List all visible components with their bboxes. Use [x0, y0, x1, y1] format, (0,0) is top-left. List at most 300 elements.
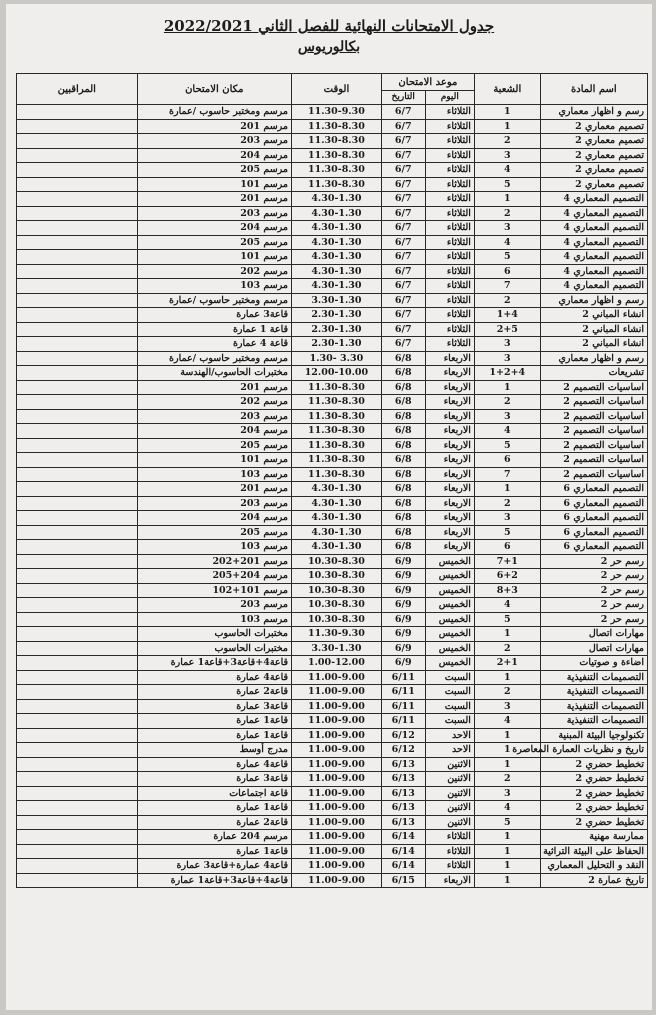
table-row: [17, 583, 648, 598]
table-row: [17, 351, 648, 366]
proctors-cell: [17, 279, 138, 294]
time-cell: 4.30-1.30: [292, 496, 382, 511]
location-cell: مرسم 101+102: [137, 583, 291, 598]
date-cell: 6/7: [381, 264, 425, 279]
subject-cell: رسم حر 2: [540, 598, 647, 613]
table-row: [17, 801, 648, 816]
time-cell: 11.30-8.30: [292, 380, 382, 395]
proctors-cell: [17, 670, 138, 685]
date-cell: 6/9: [381, 627, 425, 642]
proctors-cell: [17, 815, 138, 830]
proctors-cell: [17, 177, 138, 192]
section-cell: 1: [474, 830, 540, 845]
location-cell: مرسم 201: [137, 119, 291, 134]
table-row: [17, 395, 648, 410]
day-cell: الخميس: [425, 598, 474, 613]
subject-cell: التصميمات التنفيذية: [540, 670, 647, 685]
section-cell: 3: [474, 351, 540, 366]
date-cell: 6/12: [381, 743, 425, 758]
date-cell: 6/13: [381, 757, 425, 772]
location-cell: مرسم 202: [137, 264, 291, 279]
table-row: [17, 264, 648, 279]
day-cell: الثلاثاء: [425, 119, 474, 134]
subject-cell: اساسيات التصميم 2: [540, 424, 647, 439]
location-cell: مرسم 203: [137, 409, 291, 424]
date-cell: 6/14: [381, 844, 425, 859]
time-cell: 11.00-9.00: [292, 757, 382, 772]
section-cell: 3: [474, 786, 540, 801]
section-cell: 1: [474, 757, 540, 772]
table-row: [17, 540, 648, 555]
date-cell: 6/8: [381, 424, 425, 439]
date-cell: 6/8: [381, 395, 425, 410]
date-cell: 6/8: [381, 482, 425, 497]
proctors-cell: [17, 569, 138, 584]
day-cell: الاربعاء: [425, 873, 474, 888]
section-cell: 1+2+4: [474, 366, 540, 381]
time-cell: 4.30-1.30: [292, 221, 382, 236]
time-cell: 11.00-9.00: [292, 685, 382, 700]
day-cell: الخميس: [425, 583, 474, 598]
section-cell: 3: [474, 148, 540, 163]
date-cell: 6/15: [381, 873, 425, 888]
subject-cell: تصميم معماري 2: [540, 148, 647, 163]
section-cell: 2: [474, 206, 540, 221]
section-cell: 5: [474, 525, 540, 540]
table-row: [17, 163, 648, 178]
subject-cell: تاريخ و نظريات العمارة المعاصرة: [540, 743, 647, 758]
subject-cell: تصميم معماري 2: [540, 119, 647, 134]
location-cell: مرسم 101: [137, 250, 291, 265]
location-cell: مرسم 204: [137, 221, 291, 236]
header-day: اليوم: [425, 91, 474, 105]
date-cell: 6/12: [381, 728, 425, 743]
section-cell: 2: [474, 641, 540, 656]
table-row: [17, 453, 648, 468]
date-cell: 6/7: [381, 163, 425, 178]
proctors-cell: [17, 467, 138, 482]
location-cell: مرسم 203: [137, 134, 291, 149]
day-cell: الثلاثاء: [425, 177, 474, 192]
date-cell: 6/8: [381, 366, 425, 381]
date-cell: 6/14: [381, 830, 425, 845]
time-cell: 3.30-1.30: [292, 641, 382, 656]
time-cell: 12.00-10.00: [292, 366, 382, 381]
page-title: جدول الامتحانات النهائية للفصل الثاني 2022/2021: [163, 17, 495, 35]
date-cell: 6/9: [381, 569, 425, 584]
location-cell: قاعة 4 عمارة: [137, 337, 291, 352]
header-location: مكان الامتحان: [137, 74, 291, 105]
day-cell: الاربعاء: [425, 395, 474, 410]
proctors-cell: [17, 380, 138, 395]
page-subtitle: بكالوريوس: [297, 39, 361, 55]
day-cell: الثلاثاء: [425, 134, 474, 149]
table-row: [17, 424, 648, 439]
table-row: [17, 467, 648, 482]
location-cell: مرسم 204: [137, 424, 291, 439]
table-row: [17, 235, 648, 250]
day-cell: السبت: [425, 670, 474, 685]
location-cell: قاعة4 عمارة+قاعة3 عمارة: [137, 859, 291, 874]
date-cell: 6/8: [381, 380, 425, 395]
location-cell: مرسم 201: [137, 380, 291, 395]
table-row: [17, 569, 648, 584]
day-cell: الثلاثاء: [425, 148, 474, 163]
table-row: [17, 482, 648, 497]
section-cell: 7: [474, 467, 540, 482]
subject-cell: تخطيط حضري 2: [540, 786, 647, 801]
time-cell: 4.30-1.30: [292, 482, 382, 497]
section-cell: 7+1: [474, 554, 540, 569]
date-cell: 6/8: [381, 351, 425, 366]
date-cell: 6/8: [381, 540, 425, 555]
time-cell: 10.30-8.30: [292, 612, 382, 627]
location-cell: قاعة 1 عمارة: [137, 322, 291, 337]
day-cell: الثلاثاء: [425, 859, 474, 874]
day-cell: الثلاثاء: [425, 163, 474, 178]
location-cell: قاعة1 عمارة: [137, 844, 291, 859]
location-cell: قاعة3 عمارة: [137, 772, 291, 787]
day-cell: الاحد: [425, 743, 474, 758]
date-cell: 6/13: [381, 815, 425, 830]
proctors-cell: [17, 612, 138, 627]
table-row: [17, 380, 648, 395]
section-cell: 3: [474, 337, 540, 352]
section-cell: 6: [474, 540, 540, 555]
location-cell: مرسم 205: [137, 163, 291, 178]
date-cell: 6/11: [381, 685, 425, 700]
proctors-cell: [17, 453, 138, 468]
location-cell: مرسم 103: [137, 540, 291, 555]
proctors-cell: [17, 482, 138, 497]
date-cell: 6/7: [381, 337, 425, 352]
location-cell: مرسم 101: [137, 177, 291, 192]
day-cell: الاربعاء: [425, 540, 474, 555]
proctors-cell: [17, 728, 138, 743]
proctors-cell: [17, 641, 138, 656]
table-row: [17, 148, 648, 163]
proctors-cell: [17, 322, 138, 337]
time-cell: 11.00-9.00: [292, 844, 382, 859]
time-cell: 10.30-8.30: [292, 554, 382, 569]
date-cell: 6/7: [381, 119, 425, 134]
subject-cell: التصميمات التنفيذية: [540, 685, 647, 700]
location-cell: مختبرات الحاسوب: [137, 641, 291, 656]
location-cell: مرسم 203: [137, 206, 291, 221]
location-cell: قاعة1 عمارة: [137, 801, 291, 816]
location-cell: مرسم 101: [137, 453, 291, 468]
location-cell: مرسم 204 عمارة: [137, 830, 291, 845]
time-cell: 11.00-9.00: [292, 699, 382, 714]
date-cell: 6/8: [381, 525, 425, 540]
subject-cell: التصميم المعماري 4: [540, 192, 647, 207]
location-cell: مرسم 205: [137, 525, 291, 540]
date-cell: 6/9: [381, 598, 425, 613]
day-cell: الثلاثاء: [425, 105, 474, 120]
date-cell: 6/8: [381, 438, 425, 453]
time-cell: 4.30-1.30: [292, 540, 382, 555]
location-cell: مرسم 203: [137, 598, 291, 613]
section-cell: 1: [474, 380, 540, 395]
section-cell: 5: [474, 438, 540, 453]
table-row: [17, 206, 648, 221]
table-row: [17, 409, 648, 424]
table-row: [17, 598, 648, 613]
time-cell: 2.30-1.30: [292, 308, 382, 323]
proctors-cell: [17, 163, 138, 178]
subject-cell: الحفاظ على البيئة التراثية: [540, 844, 647, 859]
proctors-cell: [17, 772, 138, 787]
time-cell: 11.00-9.00: [292, 830, 382, 845]
table-row: [17, 699, 648, 714]
section-cell: 8+3: [474, 583, 540, 598]
subject-cell: النقد و التحليل المعماري: [540, 859, 647, 874]
day-cell: الثلاثاء: [425, 337, 474, 352]
time-cell: 11.00-9.00: [292, 873, 382, 888]
section-cell: 3: [474, 221, 540, 236]
subject-cell: انشاء المباني 2: [540, 308, 647, 323]
proctors-cell: [17, 192, 138, 207]
section-cell: 3: [474, 699, 540, 714]
date-cell: 6/8: [381, 467, 425, 482]
subject-cell: اضاءة و صوتيات: [540, 656, 647, 671]
section-cell: 4: [474, 235, 540, 250]
day-cell: الثلاثاء: [425, 322, 474, 337]
date-cell: 6/9: [381, 641, 425, 656]
day-cell: الاربعاء: [425, 467, 474, 482]
section-cell: 6: [474, 453, 540, 468]
location-cell: مرسم 202: [137, 395, 291, 410]
section-cell: 1: [474, 627, 540, 642]
time-cell: 4.30-1.30: [292, 264, 382, 279]
subject-cell: التصميم المعماري 6: [540, 496, 647, 511]
location-cell: مرسم 201: [137, 192, 291, 207]
table-row: [17, 293, 648, 308]
time-cell: 11.00-9.00: [292, 815, 382, 830]
proctors-cell: [17, 105, 138, 120]
table-row: [17, 685, 648, 700]
subject-cell: تصميم معماري 2: [540, 177, 647, 192]
subject-cell: تخطيط حضري 2: [540, 757, 647, 772]
section-cell: 6+2: [474, 569, 540, 584]
table-row: [17, 366, 648, 381]
day-cell: الاثنين: [425, 772, 474, 787]
location-cell: قاعة3 عمارة: [137, 699, 291, 714]
day-cell: الخميس: [425, 627, 474, 642]
time-cell: 11.00-9.00: [292, 801, 382, 816]
location-cell: قاعة2 عمارة: [137, 815, 291, 830]
day-cell: الاحد: [425, 728, 474, 743]
location-cell: قاعة اجتماعات: [137, 786, 291, 801]
subject-cell: انشاء المباني 2: [540, 322, 647, 337]
header-subject: اسم المادة: [540, 74, 647, 105]
section-cell: 2+5: [474, 322, 540, 337]
location-cell: مرسم 205: [137, 235, 291, 250]
proctors-cell: [17, 801, 138, 816]
day-cell: الاربعاء: [425, 453, 474, 468]
date-cell: 6/7: [381, 322, 425, 337]
proctors-cell: [17, 351, 138, 366]
proctors-cell: [17, 148, 138, 163]
location-cell: قاعة4 عمارة: [137, 670, 291, 685]
table-row: [17, 525, 648, 540]
day-cell: الاربعاء: [425, 380, 474, 395]
section-cell: 1+4: [474, 308, 540, 323]
section-cell: 2: [474, 496, 540, 511]
proctors-cell: [17, 859, 138, 874]
section-cell: 1: [474, 743, 540, 758]
location-cell: مرسم 205: [137, 438, 291, 453]
date-cell: 6/8: [381, 453, 425, 468]
proctors-cell: [17, 424, 138, 439]
section-cell: 7: [474, 279, 540, 294]
table-row: [17, 337, 648, 352]
table-row: [17, 627, 648, 642]
subject-cell: التصميم المعماري 4: [540, 264, 647, 279]
subject-cell: تاريخ عمارة 2: [540, 873, 647, 888]
section-cell: 2: [474, 772, 540, 787]
time-cell: 10.30-8.30: [292, 598, 382, 613]
location-cell: قاعة4+قاعة3+قاعة1 عمارة: [137, 656, 291, 671]
time-cell: 11.00-9.00: [292, 728, 382, 743]
section-cell: 1: [474, 859, 540, 874]
time-cell: 3.30-1.30: [292, 293, 382, 308]
time-cell: 11.00-9.00: [292, 743, 382, 758]
time-cell: 11.00-9.00: [292, 714, 382, 729]
subject-cell: اساسيات التصميم 2: [540, 380, 647, 395]
day-cell: الثلاثاء: [425, 235, 474, 250]
subject-cell: التصميمات التنفيذية: [540, 699, 647, 714]
day-cell: الثلاثاء: [425, 250, 474, 265]
subject-cell: انشاء المباني 2: [540, 337, 647, 352]
table-row: [17, 308, 648, 323]
proctors-cell: [17, 496, 138, 511]
day-cell: السبت: [425, 714, 474, 729]
section-cell: 4: [474, 424, 540, 439]
day-cell: الخميس: [425, 656, 474, 671]
section-cell: 1: [474, 119, 540, 134]
day-cell: الاثنين: [425, 757, 474, 772]
section-cell: 1: [474, 482, 540, 497]
document-page: [6, 4, 652, 1010]
proctors-cell: [17, 221, 138, 236]
date-cell: 6/7: [381, 192, 425, 207]
time-cell: 4.30-1.30: [292, 235, 382, 250]
date-cell: 6/11: [381, 714, 425, 729]
location-cell: مرسم ومختبر حاسوب /عمارة: [137, 293, 291, 308]
subject-cell: رسم حر 2: [540, 583, 647, 598]
day-cell: الخميس: [425, 569, 474, 584]
time-cell: 4.30-1.30: [292, 250, 382, 265]
time-cell: 11.30-8.30: [292, 119, 382, 134]
table-row: [17, 438, 648, 453]
day-cell: الاربعاء: [425, 511, 474, 526]
schedule-rows: [17, 105, 648, 888]
time-cell: 11.30-8.30: [292, 424, 382, 439]
date-cell: 6/7: [381, 250, 425, 265]
section-cell: 5: [474, 612, 540, 627]
time-cell: 2.30-1.30: [292, 337, 382, 352]
subject-cell: رسم و اظهار معماري: [540, 105, 647, 120]
date-cell: 6/7: [381, 177, 425, 192]
proctors-cell: [17, 685, 138, 700]
proctors-cell: [17, 714, 138, 729]
location-cell: مختبرات الحاسوب/الهندسة: [137, 366, 291, 381]
time-cell: 11.30-8.30: [292, 395, 382, 410]
table-row: [17, 656, 648, 671]
proctors-cell: [17, 119, 138, 134]
date-cell: 6/9: [381, 554, 425, 569]
table-row: [17, 786, 648, 801]
time-cell: 11.30-8.30: [292, 438, 382, 453]
day-cell: السبت: [425, 699, 474, 714]
time-cell: 11.00-9.00: [292, 772, 382, 787]
day-cell: الاثنين: [425, 815, 474, 830]
section-cell: 1: [474, 728, 540, 743]
day-cell: الاربعاء: [425, 424, 474, 439]
date-cell: 6/11: [381, 699, 425, 714]
day-cell: الاربعاء: [425, 496, 474, 511]
table-row: [17, 830, 648, 845]
location-cell: قاعة3 عمارة: [137, 308, 291, 323]
time-cell: 11.30-8.30: [292, 163, 382, 178]
time-cell: 11.00-9.00: [292, 670, 382, 685]
section-cell: 1: [474, 105, 540, 120]
table-row: [17, 322, 648, 337]
day-cell: الثلاثاء: [425, 221, 474, 236]
proctors-cell: [17, 366, 138, 381]
table-row: [17, 192, 648, 207]
section-cell: 5: [474, 250, 540, 265]
time-cell: 4.30-1.30: [292, 206, 382, 221]
section-cell: 1: [474, 873, 540, 888]
proctors-cell: [17, 235, 138, 250]
day-cell: الخميس: [425, 612, 474, 627]
subject-cell: اساسيات التصميم 2: [540, 453, 647, 468]
table-row: [17, 772, 648, 787]
day-cell: الثلاثاء: [425, 279, 474, 294]
section-cell: 6: [474, 264, 540, 279]
time-cell: 4.30-1.30: [292, 192, 382, 207]
section-cell: 4: [474, 714, 540, 729]
date-cell: 6/13: [381, 772, 425, 787]
subject-cell: رسم و اظهار معماري: [540, 293, 647, 308]
location-cell: مرسم ومختبر حاسوب /عمارة: [137, 351, 291, 366]
day-cell: الخميس: [425, 641, 474, 656]
date-cell: 6/7: [381, 221, 425, 236]
table-row: [17, 221, 648, 236]
section-cell: 5: [474, 177, 540, 192]
time-cell: 11.30-8.30: [292, 134, 382, 149]
section-cell: 2: [474, 134, 540, 149]
table-row: [17, 873, 648, 888]
date-cell: 6/7: [381, 235, 425, 250]
subject-cell: تخطيط حضري 2: [540, 801, 647, 816]
subject-cell: تصميم معماري 2: [540, 163, 647, 178]
location-cell: مرسم 103: [137, 467, 291, 482]
proctors-cell: [17, 438, 138, 453]
location-cell: قاعة2 عمارة: [137, 685, 291, 700]
date-cell: 6/7: [381, 293, 425, 308]
date-cell: 6/7: [381, 134, 425, 149]
day-cell: الخميس: [425, 554, 474, 569]
date-cell: 6/13: [381, 801, 425, 816]
section-cell: 4: [474, 598, 540, 613]
table-row: [17, 728, 648, 743]
header-time: الوقت: [292, 74, 382, 105]
section-cell: 5: [474, 815, 540, 830]
proctors-cell: [17, 598, 138, 613]
